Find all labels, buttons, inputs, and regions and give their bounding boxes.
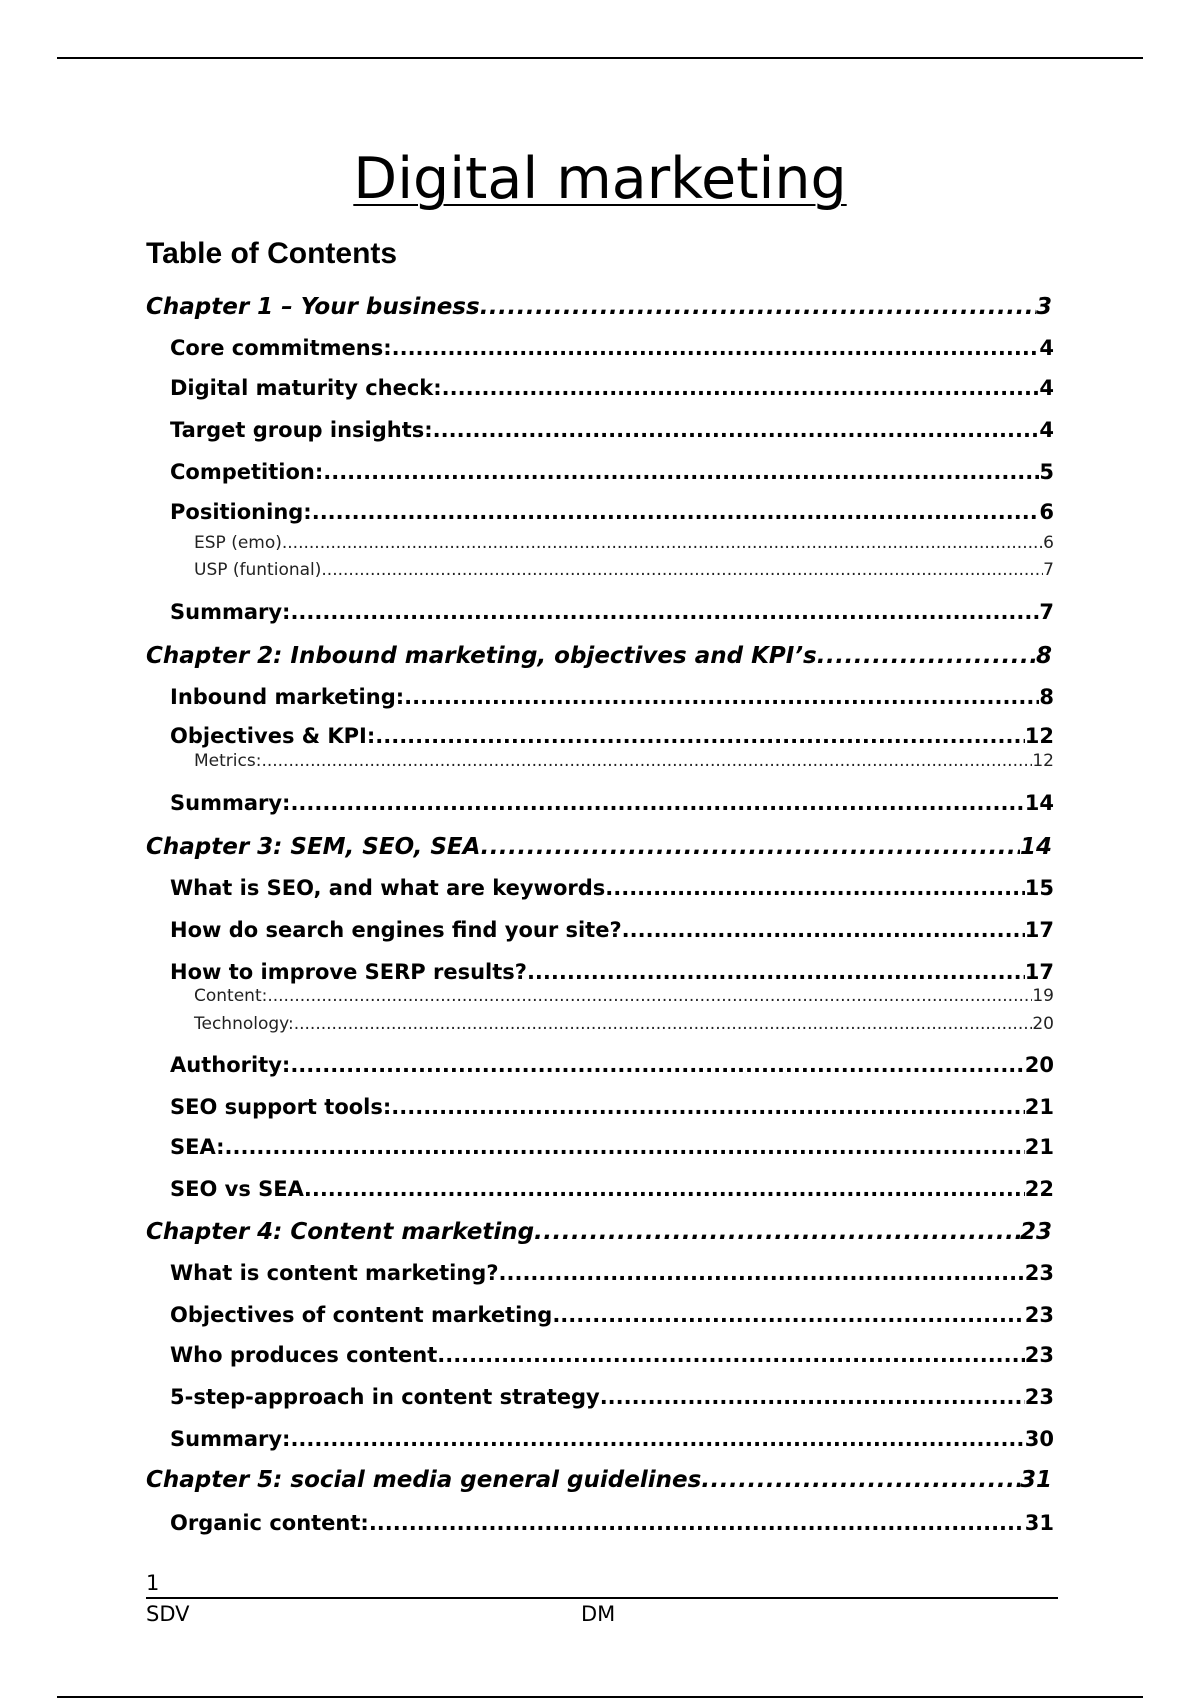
toc-entry[interactable] (170, 874, 1054, 902)
footer-page-number: 1 (146, 1571, 160, 1595)
toc-entry-page: 12 (1032, 751, 1054, 771)
toc-entry-page: 20 (1024, 1053, 1054, 1077)
dot-leader (225, 1133, 1025, 1161)
toc-entry-page: 6 (1043, 533, 1054, 553)
toc-entry-title: Summary: (170, 1427, 291, 1451)
toc-entry-title: How do search engines find your site? (170, 918, 622, 942)
toc-entry[interactable] (194, 750, 1054, 772)
dot-leader (290, 598, 1039, 626)
dot-leader (323, 458, 1039, 486)
dot-leader (321, 559, 1043, 581)
toc-entry-title: Chapter 2: Inbound marketing, objectives and KPI’s (146, 643, 817, 669)
toc-entry[interactable] (170, 1259, 1054, 1287)
toc-entry[interactable] (170, 1425, 1054, 1453)
toc-entry[interactable] (170, 789, 1054, 817)
toc-entry-page: 31 (1024, 1511, 1054, 1535)
footer-rule (146, 1597, 1058, 1599)
toc-entry-title: Summary: (170, 791, 291, 815)
bottom-rule (57, 1696, 1143, 1698)
dot-leader (304, 1175, 1025, 1203)
toc-entry[interactable] (170, 722, 1054, 750)
toc-entry-page: 31 (1019, 1467, 1052, 1493)
toc-entry-page: 22 (1024, 1177, 1054, 1201)
toc-entry-page: 4 (1039, 336, 1054, 360)
toc-entry-page: 14 (1019, 834, 1052, 860)
footer-left-text: SDV (146, 1602, 190, 1626)
toc-entry-title: Inbound marketing: (170, 685, 405, 709)
dot-leader (294, 1013, 1033, 1035)
dot-leader (290, 789, 1024, 817)
toc-entry[interactable] (146, 292, 1052, 322)
toc-heading: Table of Contents (146, 237, 398, 270)
toc-entry-page: 21 (1024, 1135, 1054, 1159)
dot-leader (267, 985, 1032, 1007)
toc-entry[interactable] (194, 985, 1054, 1007)
toc-entry-page: 4 (1039, 418, 1054, 442)
toc-entry[interactable] (170, 1133, 1054, 1161)
toc-entry-page: 23 (1024, 1303, 1054, 1327)
dot-leader (605, 874, 1025, 902)
toc-entry-title: Chapter 5: social media general guidelines (146, 1467, 702, 1493)
dot-leader (282, 532, 1043, 554)
toc-entry[interactable] (170, 334, 1054, 362)
toc-entry-title: Content: (194, 986, 268, 1006)
toc-entry[interactable] (170, 498, 1054, 526)
toc-entry-title: Metrics: (194, 751, 262, 771)
dot-leader (392, 334, 1040, 362)
toc-entry-title: Organic content: (170, 1511, 369, 1535)
toc-entry-title: SEA: (170, 1135, 225, 1159)
toc-entry[interactable] (146, 1465, 1052, 1495)
toc-entry[interactable] (170, 1341, 1054, 1369)
toc-entry[interactable] (170, 1509, 1054, 1537)
dot-leader (534, 1217, 1020, 1247)
toc-entry-page: 20 (1032, 1014, 1054, 1034)
dot-leader (480, 832, 1020, 862)
toc-entry-title: SEO vs SEA (170, 1177, 304, 1201)
toc-entry-title: Core commitmens: (170, 336, 392, 360)
toc-entry-page: 21 (1024, 1095, 1054, 1119)
toc-entry-page: 15 (1024, 876, 1054, 900)
toc-entry-title: Positioning: (170, 500, 312, 524)
toc-entry[interactable] (170, 1301, 1054, 1329)
toc-entry[interactable] (146, 832, 1052, 862)
toc-entry[interactable] (170, 458, 1054, 486)
toc-entry-page: 12 (1024, 724, 1054, 748)
toc-entry-page: 4 (1039, 376, 1054, 400)
toc-entry[interactable] (170, 416, 1054, 444)
dot-leader (817, 641, 1036, 671)
toc-entry-title: Chapter 4: Content marketing (146, 1219, 535, 1245)
dot-leader (600, 1383, 1025, 1411)
toc-entry[interactable] (146, 641, 1052, 671)
toc-entry-title: Who produces content (170, 1343, 438, 1367)
toc-entry[interactable] (170, 916, 1054, 944)
dot-leader (527, 958, 1025, 986)
toc-entry-page: 8 (1039, 685, 1054, 709)
toc-entry-page: 17 (1024, 918, 1054, 942)
dot-leader (622, 916, 1025, 944)
dot-leader (375, 722, 1025, 750)
toc-entry-page: 3 (1035, 294, 1052, 320)
toc-entry[interactable] (194, 1013, 1054, 1035)
toc-entry-title: Technology: (194, 1014, 294, 1034)
toc-entry-page: 7 (1043, 560, 1054, 580)
dot-leader (369, 1509, 1025, 1537)
toc-entry[interactable] (170, 683, 1054, 711)
dot-leader (261, 750, 1032, 772)
dot-leader (480, 292, 1036, 322)
toc-entry-page: 6 (1039, 500, 1054, 524)
toc-entry-page: 5 (1039, 460, 1054, 484)
toc-entry-page: 8 (1035, 643, 1052, 669)
dot-leader (312, 498, 1040, 526)
toc-entry[interactable] (170, 1383, 1054, 1411)
dot-leader (701, 1465, 1020, 1495)
dot-leader (442, 374, 1040, 402)
toc-entry-page: 30 (1024, 1427, 1054, 1451)
footer-center-text: DM (581, 1602, 616, 1626)
toc-entry-title: Objectives & KPI: (170, 724, 376, 748)
toc-entry-page: 23 (1024, 1343, 1054, 1367)
toc-entry[interactable] (170, 1093, 1054, 1121)
dot-leader (437, 1341, 1025, 1369)
toc-entry-page: 14 (1024, 791, 1054, 815)
toc-entry-title: SEO support tools: (170, 1095, 392, 1119)
toc-entry-title: Chapter 3: SEM, SEO, SEA (146, 834, 481, 860)
toc-entry-title: 5-step-approach in content strategy (170, 1385, 600, 1409)
toc-entry[interactable] (170, 1175, 1054, 1203)
toc-entry-title: Objectives of content marketing (170, 1303, 553, 1327)
toc-entry-page: 23 (1024, 1261, 1054, 1285)
toc-entry-page: 19 (1032, 986, 1054, 1006)
toc-entry-title: What is content marketing? (170, 1261, 499, 1285)
dot-leader (433, 416, 1040, 444)
toc-entry-title: Authority: (170, 1053, 291, 1077)
dot-leader (552, 1301, 1024, 1329)
toc-entry[interactable] (170, 1051, 1054, 1079)
toc-entry-title: How to improve SERP results? (170, 960, 527, 984)
toc-entry-title: Digital maturity check: (170, 376, 442, 400)
document-title: Digital marketing (353, 146, 847, 212)
toc-entry-page: 7 (1039, 600, 1054, 624)
dot-leader (290, 1425, 1024, 1453)
toc-entry[interactable] (146, 1217, 1052, 1247)
toc-entry-title: USP (funtional) (194, 560, 322, 580)
dot-leader (391, 1093, 1024, 1121)
toc-entry[interactable] (194, 532, 1054, 554)
toc-entry-title: ESP (emo) (194, 533, 282, 553)
toc-entry[interactable] (170, 374, 1054, 402)
toc-entry[interactable] (170, 598, 1054, 626)
dot-leader (499, 1259, 1025, 1287)
toc-entry-title: Chapter 1 – Your business (146, 294, 480, 320)
dot-leader (290, 1051, 1024, 1079)
toc-entry-page: 23 (1024, 1385, 1054, 1409)
toc-entry-title: Summary: (170, 600, 291, 624)
toc-entry-title: Competition: (170, 460, 324, 484)
dot-leader (404, 683, 1039, 711)
toc-entry[interactable] (170, 958, 1054, 986)
toc-entry-page: 23 (1019, 1219, 1052, 1245)
toc-entry-title: Target group insights: (170, 418, 433, 442)
toc-entry-title: What is SEO, and what are keywords (170, 876, 606, 900)
toc-entry[interactable] (194, 559, 1054, 581)
toc-entry-page: 17 (1024, 960, 1054, 984)
